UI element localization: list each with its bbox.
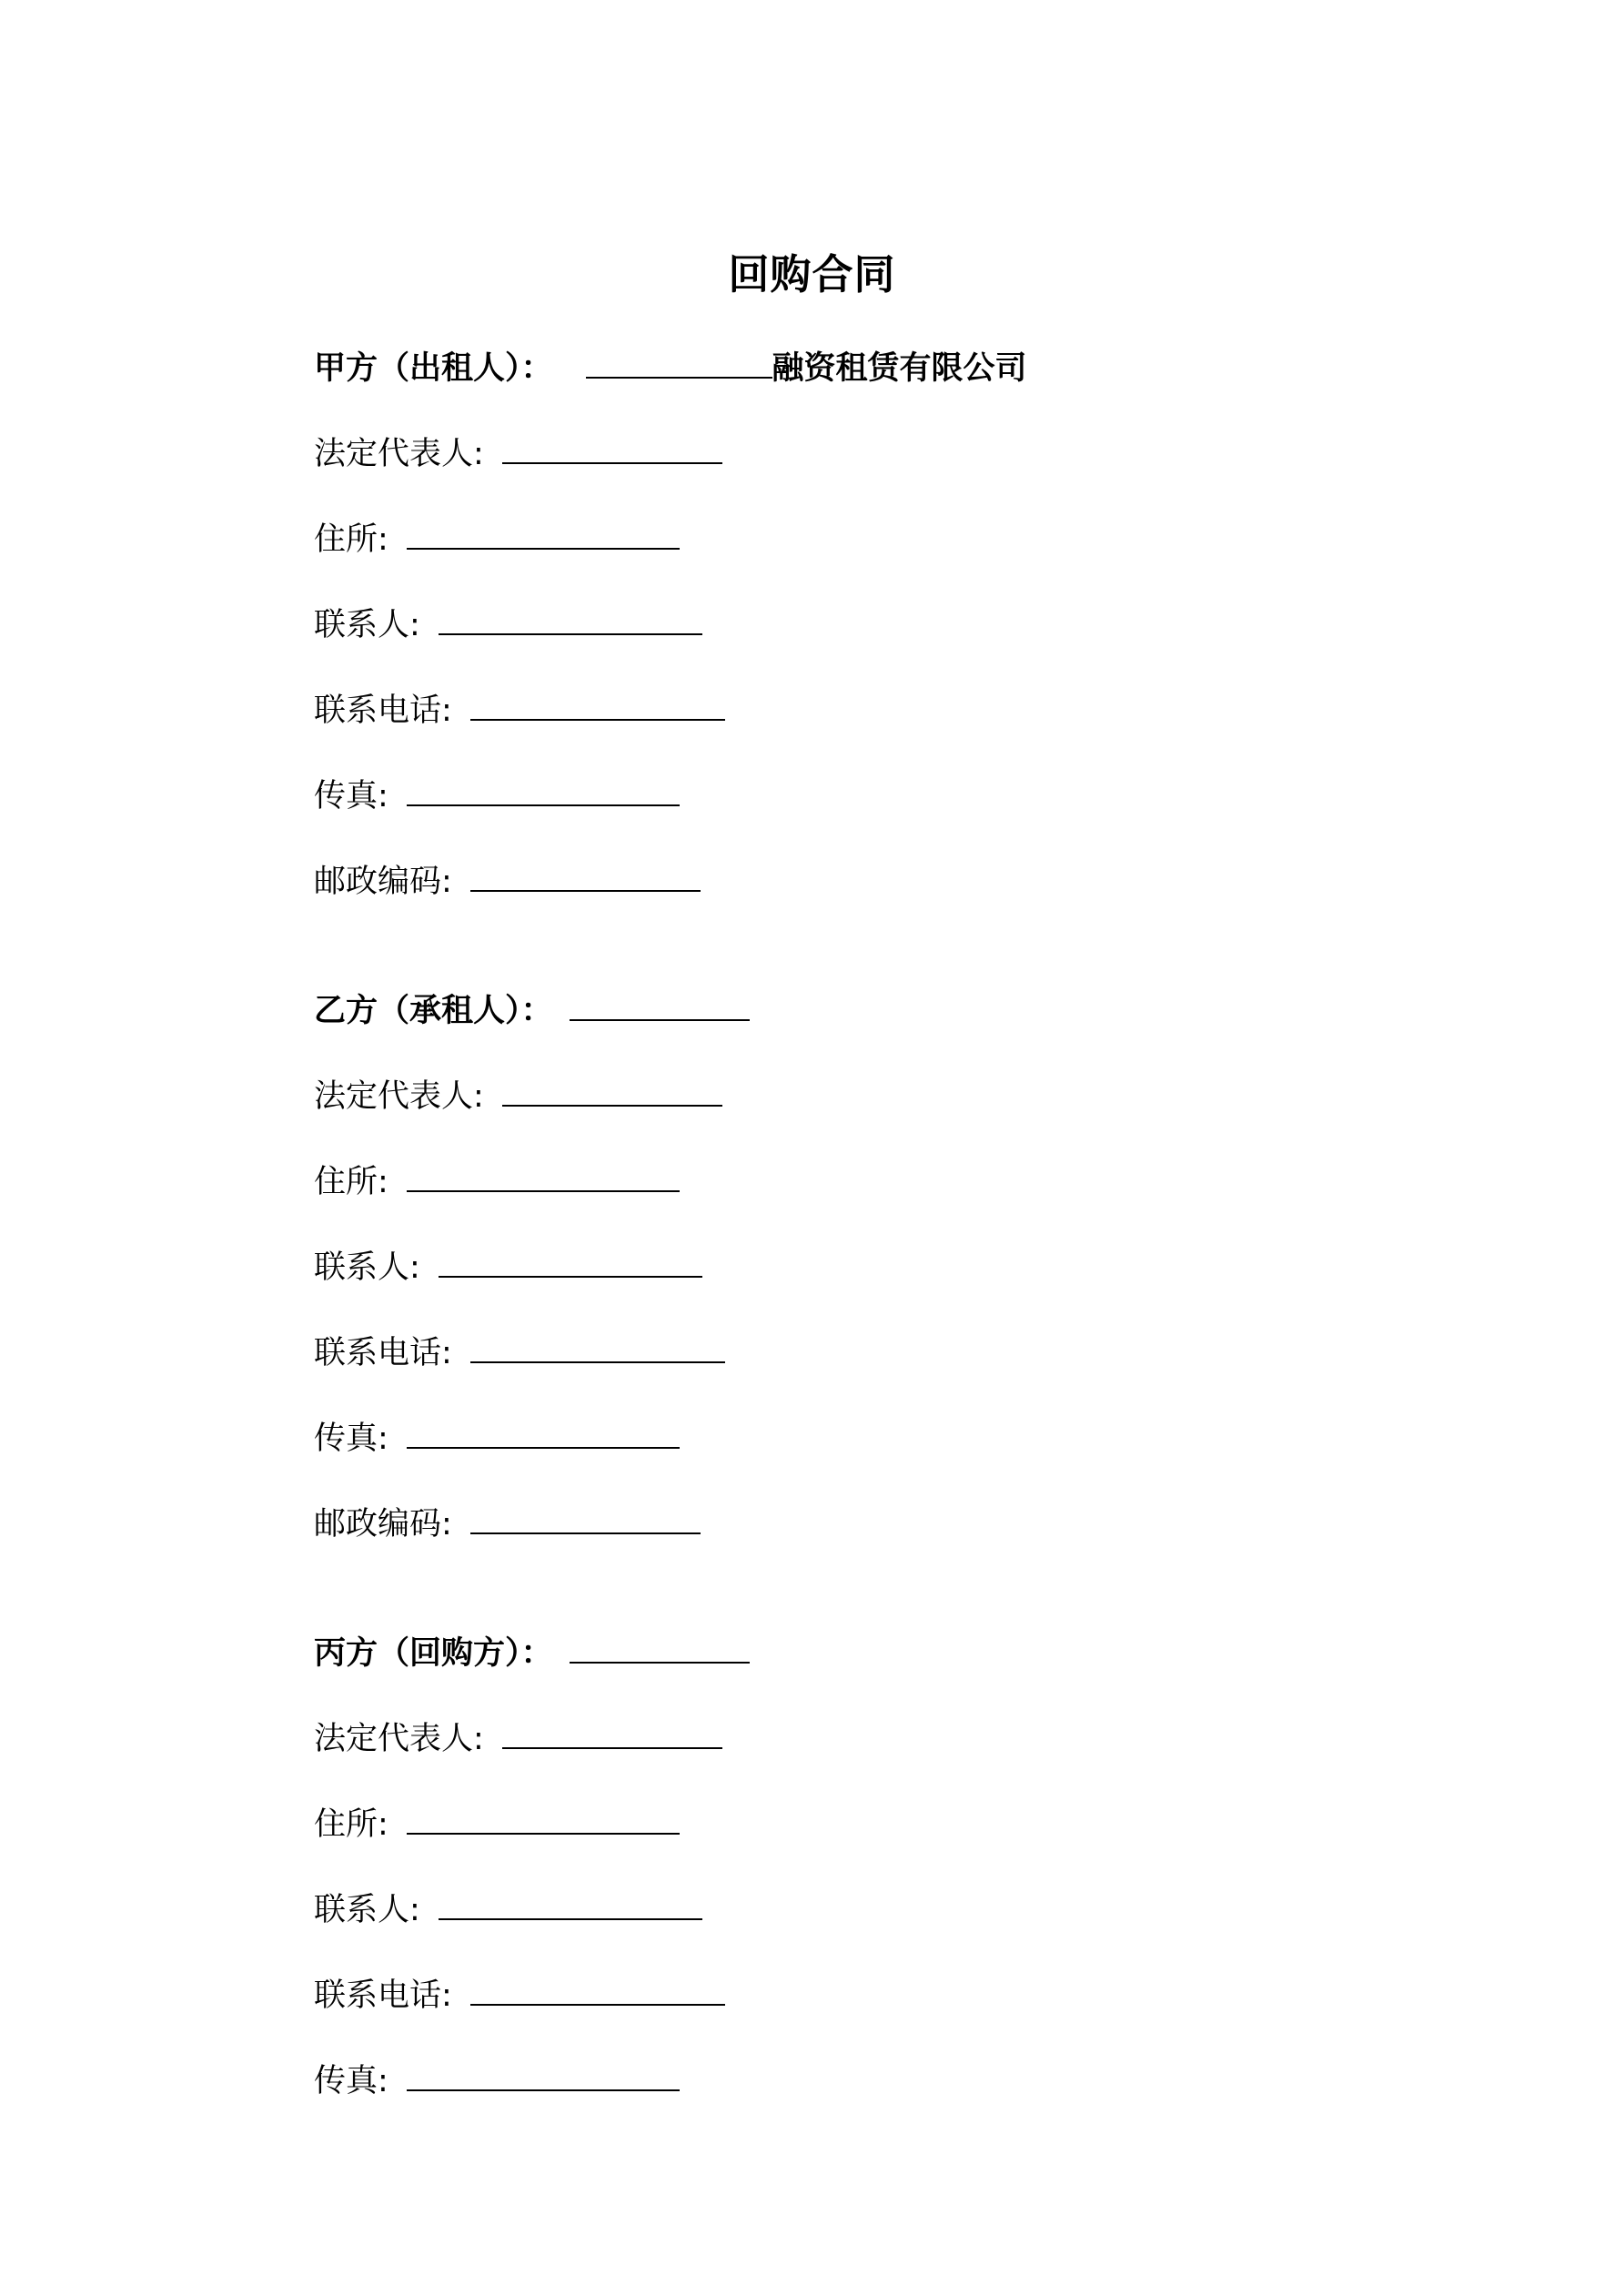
field-label: 法定代表人:: [314, 436, 484, 472]
party-c-name-blank[interactable]: [570, 1627, 750, 1664]
party-a-postcode-blank[interactable]: [470, 855, 701, 892]
party-a-fax-blank[interactable]: [407, 770, 680, 806]
party-b-postcode-line: [314, 1498, 701, 1545]
field-label: 法定代表人:: [314, 1078, 484, 1115]
party-b-phone-line: [314, 1327, 725, 1374]
party-a-contact-blank[interactable]: [439, 599, 702, 635]
party-a-address-line: [314, 513, 680, 561]
field-label: 邮政编码:: [314, 1506, 452, 1542]
party-c-fax-line: [314, 2055, 680, 2102]
party-a-name-blank[interactable]: [586, 342, 772, 379]
field-label: 联系人:: [314, 1892, 420, 1928]
field-label: 联系电话:: [314, 1977, 452, 2014]
field-label: 住所:: [314, 521, 388, 558]
party-a-postcode-line: [314, 855, 701, 903]
party-c-legal-rep-line: [314, 1713, 722, 1760]
party-b-address-blank[interactable]: [407, 1156, 680, 1192]
party-a-heading: [314, 342, 1027, 389]
party-c-address-blank[interactable]: [407, 1798, 680, 1835]
document-title: 回购合同: [728, 250, 896, 298]
field-label: 联系人:: [314, 607, 420, 643]
field-label: 联系人:: [314, 1249, 420, 1286]
party-b-phone-blank[interactable]: [470, 1327, 725, 1363]
party-c-legal-rep-blank[interactable]: [502, 1713, 722, 1749]
field-label: 邮政编码:: [314, 864, 452, 900]
party-b-address-line: [314, 1156, 680, 1203]
party-b-legal-rep-line: [314, 1070, 722, 1118]
party-a-address-blank[interactable]: [407, 513, 680, 550]
party-b-postcode-blank[interactable]: [470, 1498, 701, 1534]
field-label: 住所:: [314, 1164, 388, 1200]
party-c-contact-line: [314, 1884, 702, 1931]
field-label: 法定代表人:: [314, 1721, 484, 1757]
party-a-company-suffix: 融资租赁有限公司: [772, 350, 1027, 387]
party-c-label: 丙方（回购方）：: [314, 1635, 553, 1672]
party-c-phone-line: [314, 1969, 725, 2017]
party-a-legal-rep-line: [314, 428, 722, 475]
party-b-label: 乙方（承租人）：: [314, 993, 553, 1029]
party-b-name-blank[interactable]: [570, 985, 750, 1021]
party-b-fax-blank[interactable]: [407, 1412, 680, 1449]
field-label: 联系电话:: [314, 693, 452, 729]
party-a-phone-blank[interactable]: [470, 684, 725, 721]
party-c-phone-blank[interactable]: [470, 1969, 725, 2006]
party-c-fax-blank[interactable]: [407, 2055, 680, 2091]
party-b-legal-rep-blank[interactable]: [502, 1070, 722, 1107]
party-a-fax-line: [314, 770, 680, 817]
field-label: 传真:: [314, 1421, 388, 1457]
party-a-contact-line: [314, 599, 702, 646]
party-c-contact-blank[interactable]: [439, 1884, 702, 1920]
party-b-contact-blank[interactable]: [439, 1241, 702, 1278]
field-label: 住所:: [314, 1806, 388, 1843]
party-b-heading: [314, 985, 750, 1032]
party-a-label: 甲方（出租人）：: [314, 350, 553, 387]
field-label: 联系电话:: [314, 1335, 452, 1371]
party-c-address-line: [314, 1798, 680, 1846]
party-c-heading: [314, 1627, 750, 1674]
field-label: 传真:: [314, 2063, 388, 2099]
field-label: 传真:: [314, 778, 388, 814]
party-a-legal-rep-blank[interactable]: [502, 428, 722, 464]
party-b-contact-line: [314, 1241, 702, 1289]
party-a-phone-line: [314, 684, 725, 732]
party-b-fax-line: [314, 1412, 680, 1460]
